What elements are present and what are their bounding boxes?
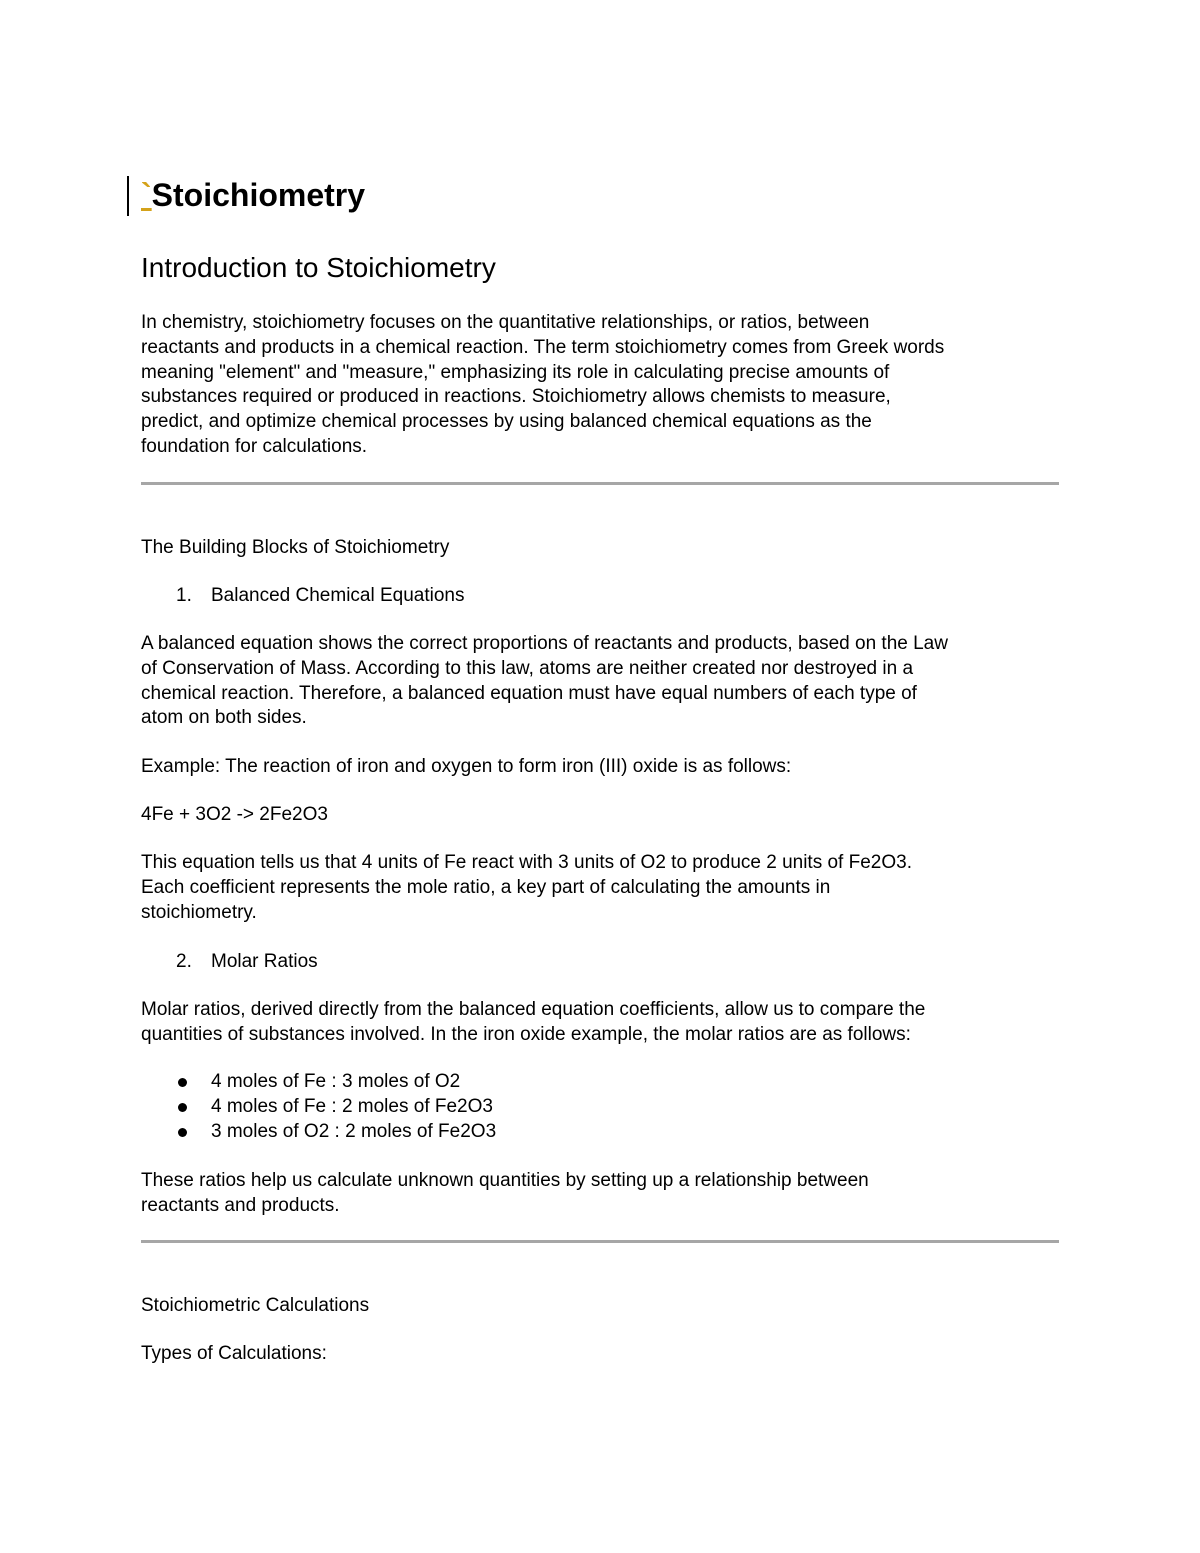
intro-line: meaning "element" and "measure," emphasizing its role in calculating precise amounts of — [141, 361, 890, 383]
molar-ratios-paragraph — [141, 998, 1071, 1048]
balanced-equation-paragraph — [141, 632, 1071, 731]
intro-heading: Introduction to Stoichiometry — [141, 252, 496, 283]
ratio-text: 3 moles of O2 : 2 moles of Fe2O3 — [211, 1120, 497, 1142]
bullet-icon — [178, 1128, 187, 1137]
summary-line: These ratios help us calculate unknown quantities by setting up a relationship between — [141, 1170, 869, 1191]
balanced-line: A balanced equation shows the correct proportions of reactants and products, based on the Law — [141, 633, 948, 654]
balanced-line: of Conservation of Mass. According to this law, atoms are neither created nor destroyed in a — [141, 657, 914, 679]
intro-paragraph — [141, 311, 1071, 460]
building-blocks-heading: The Building Blocks of Stoichiometry — [141, 537, 450, 558]
types-of-calculations-heading: Types of Calculations: — [141, 1343, 327, 1364]
ratios-summary-paragraph — [141, 1169, 1071, 1219]
calculations-heading: Stoichiometric Calculations — [141, 1295, 370, 1316]
document-title — [141, 175, 365, 215]
balanced-line: chemical reaction. Therefore, a balanced equation must have equal numbers of each type of — [141, 682, 917, 704]
intro-line: substances required or produced in reactions. Stoichiometry allows chemists to measure, — [141, 386, 891, 408]
ratio-text: 4 moles of Fe : 3 moles of O2 — [211, 1071, 461, 1092]
summary-line: reactants and products. — [141, 1194, 340, 1216]
horizontal-rule — [141, 482, 1059, 485]
equation-line: This equation tells us that 4 units of Fe react with 3 units of O2 to produce 2 units of Fe2O3. — [141, 852, 912, 873]
example-intro: Example: The reaction of iron and oxygen to form iron (III) oxide is as follows: — [141, 756, 792, 777]
molar-line: Molar ratios, derived directly from the balanced equation coefficients, allow us to compare the — [141, 999, 926, 1020]
intro-line: reactants and products in a chemical reaction. The term stoichiometry comes from Greek words — [141, 336, 945, 358]
equation-line: Each coefficient represents the mole ratio, a key part of calculating the amounts in — [141, 876, 831, 898]
bullet-icon — [178, 1078, 187, 1087]
intro-line: predict, and optimize chemical processes by using balanced chemical equations as the — [141, 411, 872, 433]
bullet-icon — [178, 1103, 187, 1112]
molar-line: quantities of substances involved. In the iron oxide example, the molar ratios are as follows: — [141, 1023, 911, 1045]
equation-explanation-paragraph — [141, 851, 1071, 925]
intro-line: foundation for calculations. — [141, 435, 368, 457]
title-text: Stoichiometry — [151, 177, 366, 213]
item-number: 1. — [176, 585, 192, 606]
item-label: Balanced Chemical Equations — [211, 585, 465, 606]
balanced-line: atom on both sides. — [141, 707, 307, 729]
item-label: Molar Ratios — [211, 951, 318, 972]
intro-line: In chemistry, stoichiometry focuses on the quantitative relationships, or ratios, between — [141, 312, 870, 333]
title-mark: ` — [141, 177, 152, 213]
ratio-text: 4 moles of Fe : 2 moles of Fe2O3 — [211, 1095, 493, 1117]
item-number: 2. — [176, 951, 192, 972]
horizontal-rule — [141, 1240, 1059, 1243]
equation-line: stoichiometry. — [141, 901, 257, 923]
revision-change-bar — [127, 176, 129, 216]
equation-text: 4Fe + 3O2 -> 2Fe2O3 — [141, 804, 328, 825]
